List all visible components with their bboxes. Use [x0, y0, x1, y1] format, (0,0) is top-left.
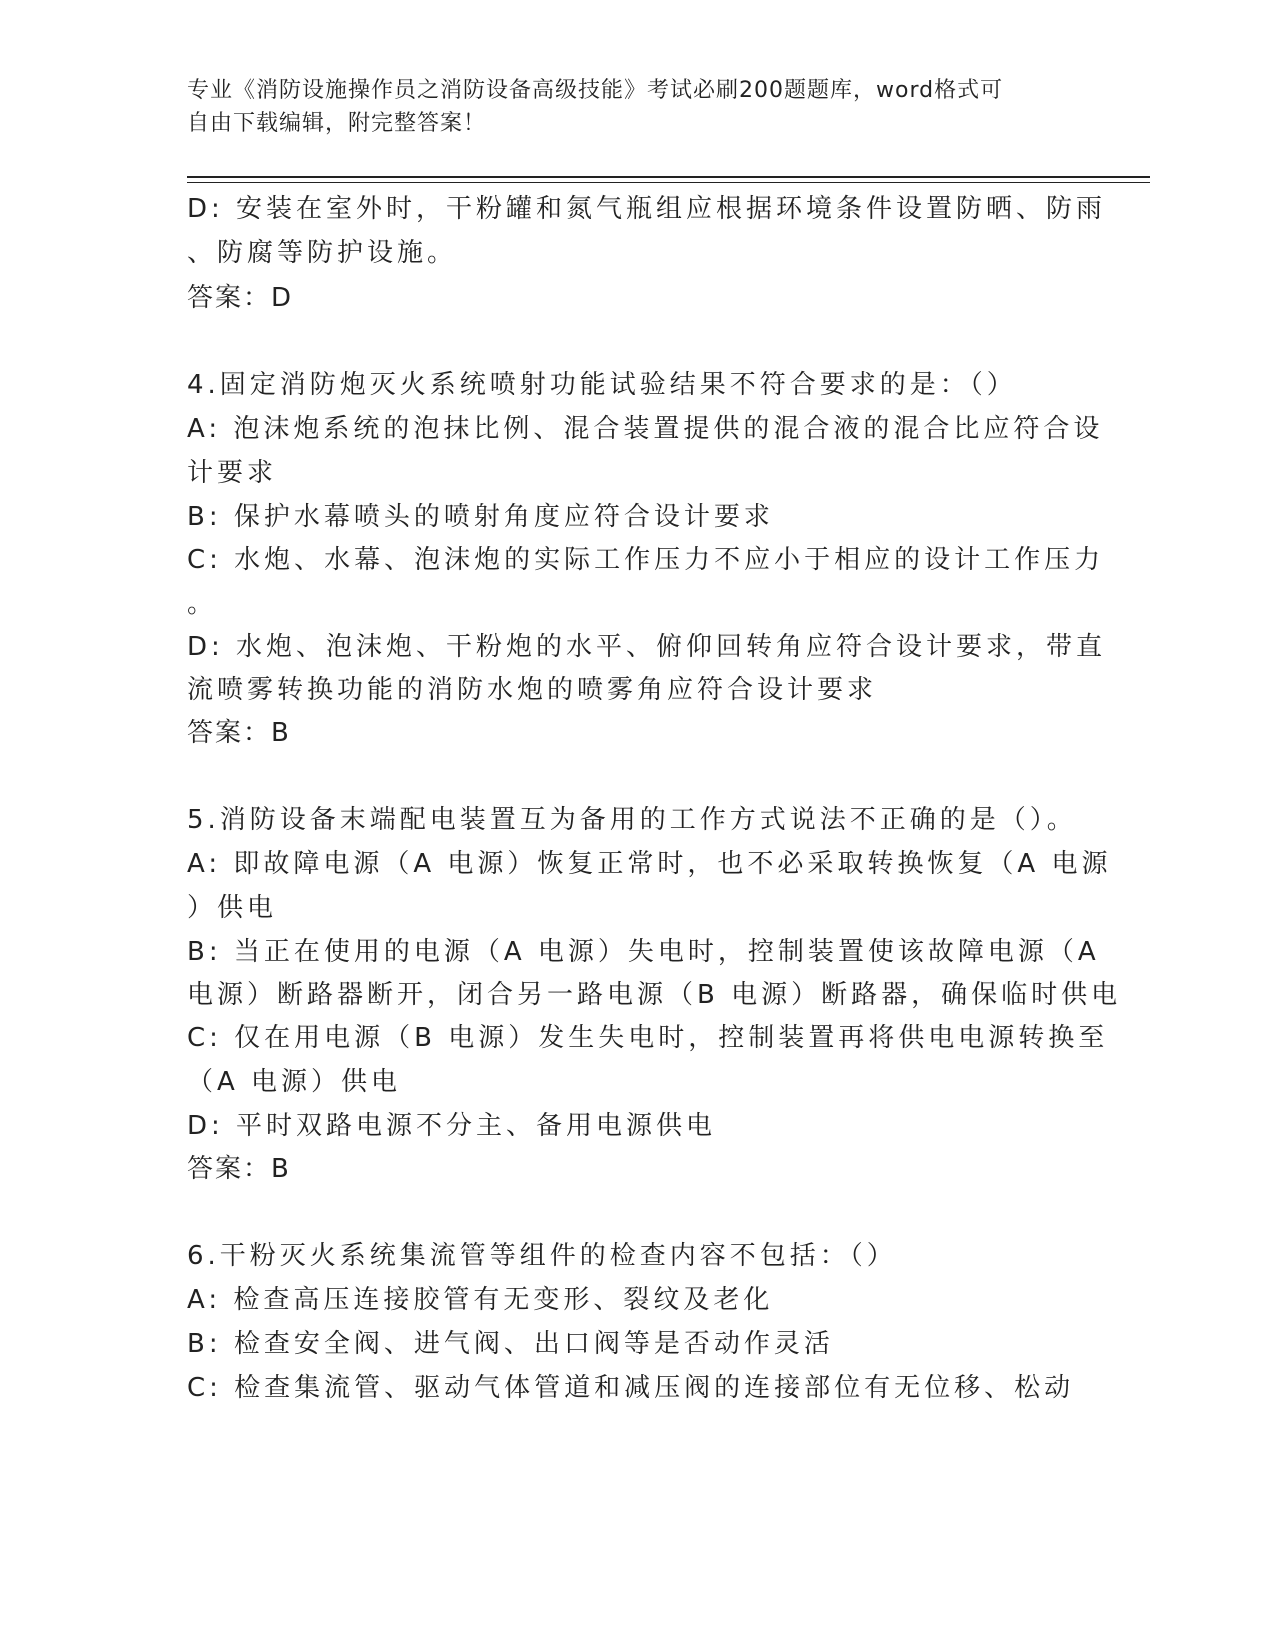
q5-question: 5.消防设备末端配电装置互为备用的工作方式说法不正确的是（）。	[187, 805, 1077, 835]
q4-option-c-line1: C: 水炮、水幕、泡沫炮的实际工作压力不应小于相应的设计工作压力	[187, 545, 1105, 575]
q5-answer: 答案：B	[187, 1154, 291, 1184]
q6-question: 6.干粉灭火系统集流管等组件的检查内容不包括：（）	[187, 1241, 897, 1271]
q4-option-d-line2: 流喷雾转换功能的消防水炮的喷雾角应符合设计要求	[187, 675, 878, 705]
q5-option-b-line2: 电源）断路器断开，闭合另一路电源（B 电源）断路器，确保临时供电	[187, 980, 1122, 1010]
q6-option-c: C: 检查集流管、驱动气体管道和减压阀的连接部位有无位移、松动	[187, 1373, 1075, 1403]
q5-option-d: D: 平时双路电源不分主、备用电源供电	[187, 1111, 717, 1141]
q5-option-b-line1: B: 当正在使用的电源（A 电源）失电时，控制装置使该故障电源（A	[187, 937, 1100, 967]
q3-option-d-line2: 、防腐等防护设施。	[187, 238, 458, 268]
q6-option-a: A: 检查高压连接胶管有无变形、裂纹及老化	[187, 1285, 774, 1315]
q4-option-d-line1: D: 水炮、泡沫炮、干粉炮的水平、俯仰回转角应符合设计要求，带直	[187, 632, 1107, 662]
q5-option-a-line2: ）供电	[187, 893, 278, 923]
q4-option-a-line2: 计要求	[187, 458, 278, 488]
q3-option-d-line1: D: 安装在室外时，干粉罐和氮气瓶组应根据环境条件设置防晒、防雨	[187, 194, 1107, 224]
q4-question: 4.固定消防炮灭火系统喷射功能试验结果不符合要求的是：（）	[187, 370, 1017, 400]
q4-option-a-line1: A: 泡沫炮系统的泡抹比例、混合装置提供的混合液的混合比应符合设	[187, 414, 1104, 444]
page-header	[187, 74, 1067, 140]
header-line-2: 自由下载编辑，附完整答案！	[187, 111, 487, 136]
header-rule-thin	[187, 182, 1150, 183]
q4-answer: 答案：B	[187, 718, 291, 748]
q6-option-b: B: 检查安全阀、进气阀、出口阀等是否动作灵活	[187, 1329, 834, 1359]
q3-answer: 答案：D	[187, 283, 294, 313]
header-line-1: 专业《消防设施操作员之消防设备高级技能》考试必刷200题题库，word格式可	[187, 78, 1004, 103]
q4-option-b: B: 保护水幕喷头的喷射角度应符合设计要求	[187, 502, 774, 532]
q5-option-c-line1: C: 仅在用电源（B 电源）发生失电时，控制装置再将供电电源转换至	[187, 1023, 1109, 1053]
q4-option-c-line2: 。	[187, 589, 218, 619]
q5-option-a-line1: A: 即故障电源（A 电源）恢复正常时，也不必采取转换恢复（A 电源	[187, 849, 1112, 879]
q5-option-c-line2: （A 电源）供电	[187, 1067, 402, 1097]
header-rule-thick	[187, 176, 1150, 178]
